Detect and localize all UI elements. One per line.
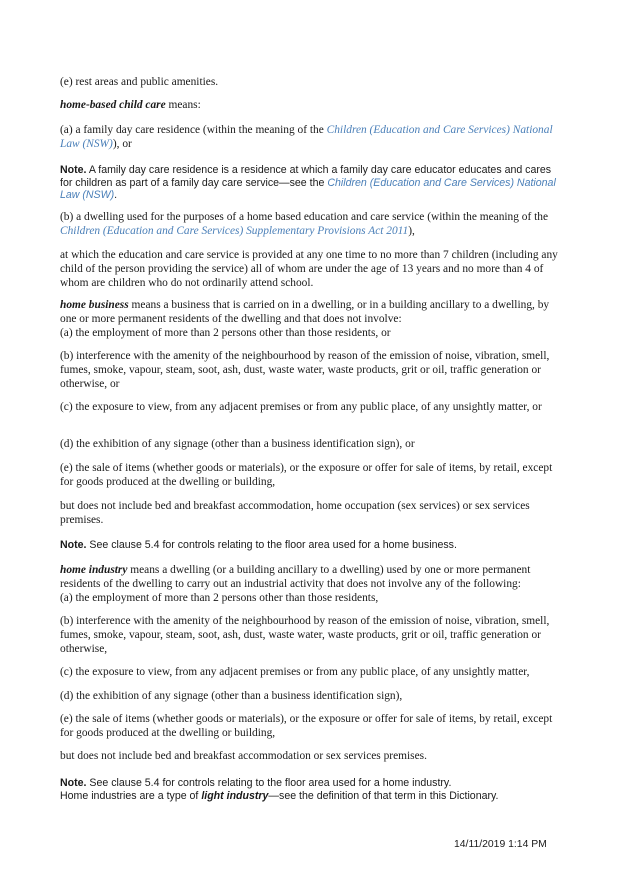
- note-label: Note.: [60, 164, 87, 176]
- defined-term: home industry: [60, 564, 128, 576]
- paragraph-a: (a) a family day care residence (within the meaning of the Children (Education and Care Services) National Law (NSW)), or: [60, 124, 553, 150]
- definition-continuation: at which the education and care service is provided at any one time to no more than 7 children (including any child of the person providing the service) all of whom are under the age of 13 years and no more than 4 of whom are children who do not ordinarily attend school.: [60, 249, 558, 289]
- note: Note. A family day care residence is a residence at which a family day care educator educates and cares for children as part of a family day care service—see the Children (Education and Care Services) National Law (NSW).: [60, 164, 556, 202]
- definition-home-industry: home industry means a dwelling (or a building ancillary to a dwelling) used by one or more permanent residents of the dwelling to carry out an industrial activity that does not involve any of the following: (a) the employment of more than 2 persons other than those residents,: [60, 564, 531, 604]
- paragraph-e: (e) the sale of items (whether goods or materials), or the exposure or offer for sale of items, by retail, except for goods produced at the dwelling or building,: [60, 462, 553, 488]
- legislation-link[interactable]: Children (Education and Care Services) Supplementary Provisions Act 2011: [60, 224, 409, 237]
- note: Note. See clause 5.4 for controls relating to the floor area used for a home industry. Home industries are a type of light industry—see the definition of that term in this Dictionary.: [60, 777, 499, 802]
- paragraph-c: (c) the exposure to view, from any adjacent premises or from any public place, of any unsightly matter, or: [60, 401, 542, 413]
- note-label: Note.: [60, 539, 87, 551]
- paragraph-e: (e) the sale of items (whether goods or materials), or the exposure or offer for sale of items, by retail, except for goods produced at the dwelling or building,: [60, 713, 553, 739]
- paragraph-d: (d) the exhibition of any signage (other than a business identification sign),: [60, 690, 403, 702]
- definition-exclusion: but does not include bed and breakfast accommodation or sex services premises.: [60, 750, 427, 762]
- print-timestamp: 14/11/2019 1:14 PM: [454, 839, 547, 850]
- note-label: Note.: [60, 777, 87, 789]
- paragraph-b: (b) interference with the amenity of the neighbourhood by reason of the emission of noise, vibration, smell, fumes, smoke, vapour, steam, soot, ash, dust, waste water, waste products, grit or oil, traffic generation or otherwise, or: [60, 350, 550, 390]
- paragraph-b: (b) interference with the amenity of the neighbourhood by reason of the emission of noise, vibration, smell, fumes, smoke, vapour, steam, soot, ash, dust, waste water, waste products, grit or oil, traffic generation or otherwise,: [60, 615, 550, 655]
- definition-home-based-child-care: home-based child care means:: [60, 99, 201, 111]
- item-e-rest-areas: (e) rest areas and public amenities.: [60, 76, 219, 88]
- definition-exclusion: but does not include bed and breakfast accommodation, home occupation (sex services) or sex services premises.: [60, 500, 530, 526]
- defined-term: home-based child care: [60, 99, 166, 111]
- paragraph-a: (a) the employment of more than 2 persons other than those residents, or: [60, 326, 391, 339]
- legislation-link[interactable]: Children (Education and Care Services) National Law (NSW): [60, 124, 553, 150]
- paragraph-c: (c) the exposure to view, from any adjacent premises or from any public place, of any unsightly matter,: [60, 666, 530, 678]
- defined-term: home business: [60, 299, 129, 311]
- note: Note. See clause 5.4 for controls relating to the floor area used for a home business.: [60, 539, 457, 551]
- paragraph-d: (d) the exhibition of any signage (other than a business identification sign), or: [60, 438, 415, 450]
- legislation-link[interactable]: Children (Education and Care Services) National Law (NSW): [60, 176, 556, 202]
- paragraph-a: (a) the employment of more than 2 persons other than those residents,: [60, 591, 379, 604]
- defined-term: light industry: [201, 789, 269, 802]
- definition-home-business: home business means a business that is carried on in a dwelling, or in a building ancillary to a dwelling, by one or more permanent residents of the dwelling and that does not involve: (a) the employment of more than 2 persons other than those residents, or: [60, 299, 550, 339]
- paragraph-b: (b) a dwelling used for the purposes of a home based education and care service (within the meaning of the Children (Education and Care Services) Supplementary Provisions Act 2011),: [60, 211, 549, 237]
